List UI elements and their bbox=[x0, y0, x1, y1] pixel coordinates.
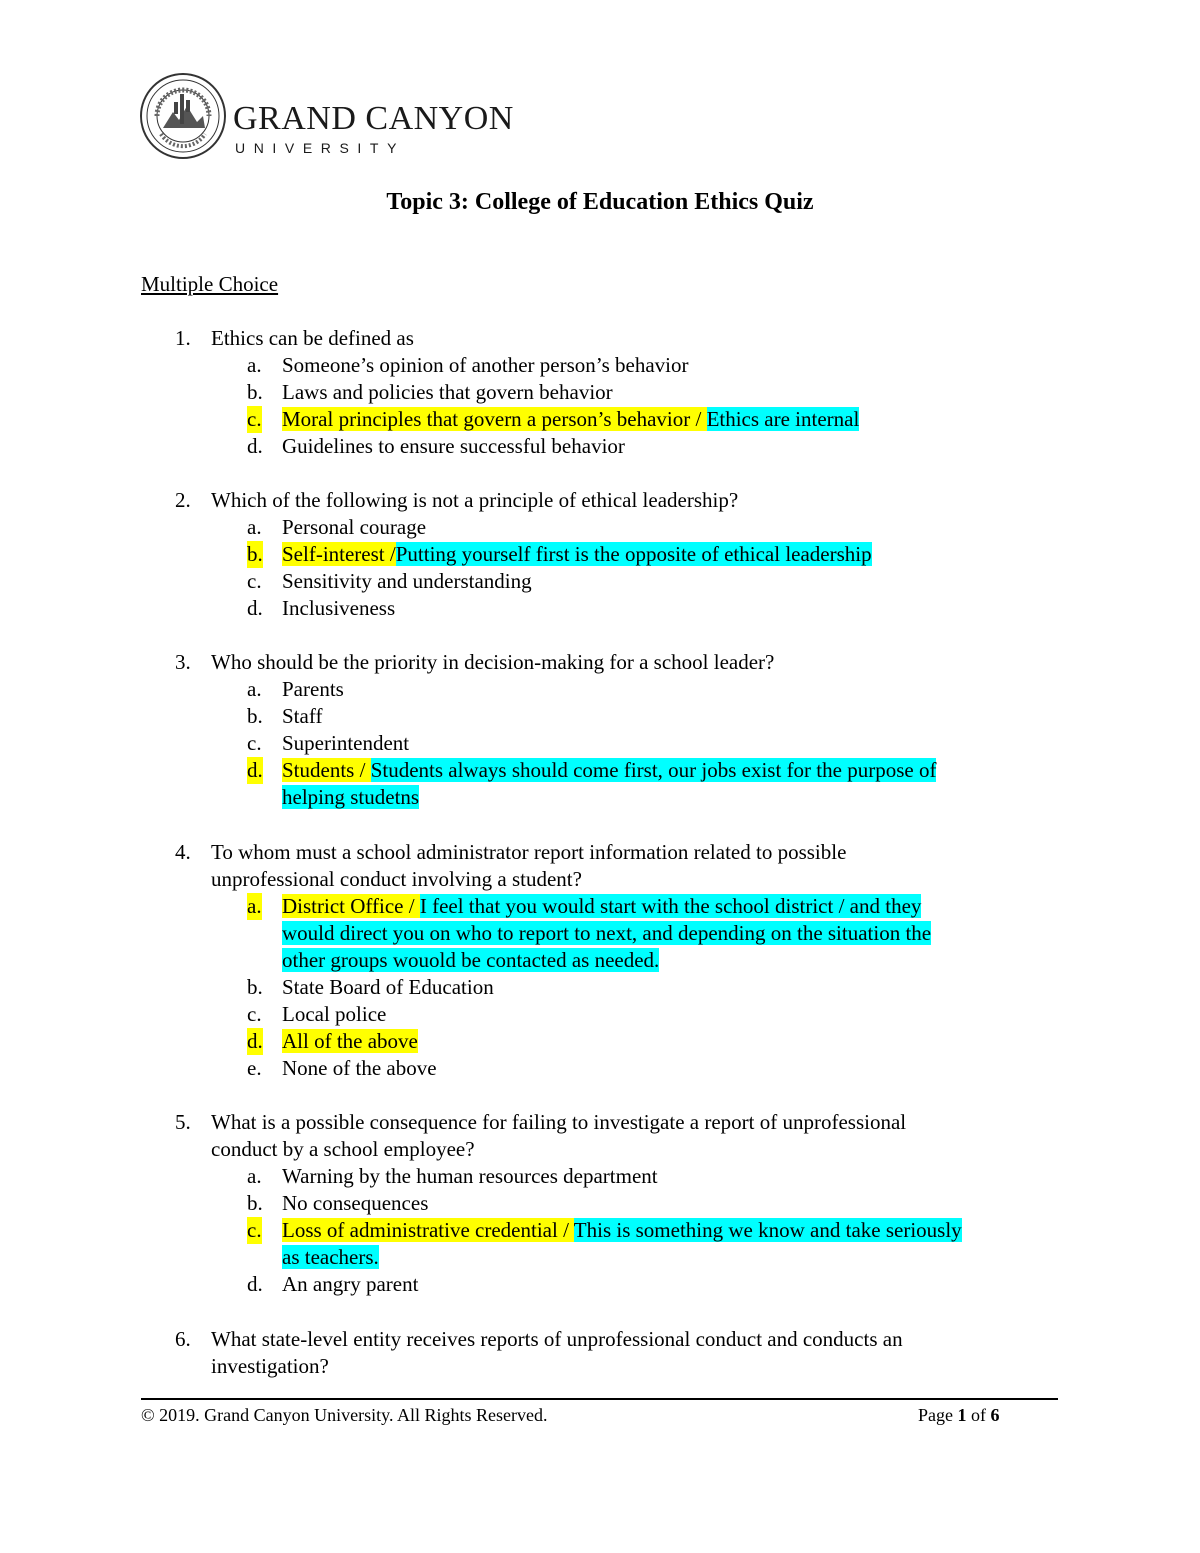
answer-note: Putting yourself first is the opposite of ethical leadership bbox=[395, 542, 872, 566]
option-letter-highlighted: c. bbox=[247, 1218, 262, 1242]
footer-divider bbox=[141, 1398, 1058, 1400]
page-label: Page bbox=[918, 1405, 958, 1425]
answer-note-continued: would direct you on who to report to next, and depending on the situation the bbox=[282, 921, 932, 945]
option-letter: b. bbox=[247, 1191, 263, 1215]
current-page: 1 bbox=[957, 1405, 967, 1425]
option-text: Sensitivity and understanding bbox=[282, 569, 532, 593]
answer-note: This is something we know and take seriously bbox=[573, 1218, 962, 1242]
of-label: of bbox=[966, 1405, 991, 1425]
answer-note-continued: helping studetns bbox=[282, 785, 420, 809]
answer-text: District Office / bbox=[282, 894, 420, 918]
answer-note: Students always should come first, our jobs exist for the purpose of bbox=[370, 758, 937, 782]
option-letter-highlighted: c. bbox=[247, 407, 262, 431]
option-text: No consequences bbox=[282, 1191, 429, 1215]
option-letter: a. bbox=[247, 1164, 262, 1188]
option-text: Local police bbox=[282, 1002, 387, 1026]
answer-note-continued: other groups wouold be contacted as needed. bbox=[282, 948, 660, 972]
question-text-continued: unprofessional conduct involving a student? bbox=[211, 867, 582, 891]
option-letter: a. bbox=[247, 353, 262, 377]
answer-text: Moral principles that govern a person’s behavior / bbox=[282, 407, 707, 431]
correct-answer bbox=[282, 1217, 962, 1244]
question-text-continued: investigation? bbox=[211, 1354, 329, 1378]
section-heading: Multiple Choice bbox=[141, 272, 279, 296]
question-number: 1. bbox=[175, 326, 191, 350]
question-text: What state-level entity receives reports of unprofessional conduct and conducts an bbox=[211, 1327, 903, 1351]
option-letter: b. bbox=[247, 975, 263, 999]
answer-text: All of the above bbox=[282, 1029, 418, 1053]
question-number: 5. bbox=[175, 1110, 191, 1134]
option-letter: c. bbox=[247, 731, 262, 755]
question-text: Ethics can be defined as bbox=[211, 326, 414, 350]
logo-wordmark: GRAND CANYON bbox=[233, 100, 514, 137]
option-letter: a. bbox=[247, 515, 262, 539]
answer-text: Loss of administrative credential / bbox=[282, 1218, 574, 1242]
university-seal-icon bbox=[139, 72, 227, 160]
option-letter-highlighted: b. bbox=[247, 542, 263, 566]
option-letter: c. bbox=[247, 569, 262, 593]
option-text: Guidelines to ensure successful behavior bbox=[282, 434, 625, 458]
option-letter: c. bbox=[247, 1002, 262, 1026]
option-text: Superintendent bbox=[282, 731, 410, 755]
correct-answer bbox=[282, 1028, 418, 1055]
correct-answer bbox=[282, 406, 859, 433]
question-number: 3. bbox=[175, 650, 191, 674]
question-text: Who should be the priority in decision-making for a school leader? bbox=[211, 650, 775, 674]
option-text: Staff bbox=[282, 704, 323, 728]
option-text: Laws and policies that govern behavior bbox=[282, 380, 613, 404]
answer-note: I feel that you would start with the school district / and they bbox=[419, 894, 922, 918]
footer-page-number bbox=[918, 1403, 1000, 1427]
answer-text: Students / bbox=[282, 758, 371, 782]
option-letter: b. bbox=[247, 380, 263, 404]
question-text: Which of the following is not a principle of ethical leadership? bbox=[211, 488, 739, 512]
option-text: Personal courage bbox=[282, 515, 427, 539]
question-number: 4. bbox=[175, 840, 191, 864]
option-text: Warning by the human resources department bbox=[282, 1164, 658, 1188]
logo-subtitle: UNIVERSITY bbox=[235, 140, 406, 156]
option-letter: d. bbox=[247, 596, 263, 620]
footer-copyright: © 2019. Grand Canyon University. All Rights Reserved. bbox=[141, 1405, 548, 1425]
question-text-continued: conduct by a school employee? bbox=[211, 1137, 475, 1161]
total-pages: 6 bbox=[990, 1405, 1000, 1425]
option-text: Inclusiveness bbox=[282, 596, 396, 620]
page-title: Topic 3: College of Education Ethics Quiz bbox=[386, 189, 814, 215]
option-text: None of the above bbox=[282, 1056, 437, 1080]
question-text: To whom must a school administrator report information related to possible bbox=[211, 840, 847, 864]
option-text: Someone’s opinion of another person’s behavior bbox=[282, 353, 689, 377]
option-letter-highlighted: d. bbox=[247, 758, 263, 782]
option-letter-highlighted: d. bbox=[247, 1029, 263, 1053]
answer-note-continued: as teachers. bbox=[282, 1245, 379, 1269]
option-letter: a. bbox=[247, 677, 262, 701]
question-number: 6. bbox=[175, 1327, 191, 1351]
option-letter: b. bbox=[247, 704, 263, 728]
university-logo bbox=[139, 72, 539, 162]
option-text: An angry parent bbox=[282, 1272, 419, 1296]
correct-answer bbox=[282, 757, 936, 784]
answer-text: Self-interest / bbox=[282, 542, 396, 566]
option-letter: d. bbox=[247, 1272, 263, 1296]
correct-answer bbox=[282, 541, 872, 568]
answer-note: Ethics are internal bbox=[706, 407, 860, 431]
question-text: What is a possible consequence for failing to investigate a report of unprofessional bbox=[211, 1110, 907, 1134]
question-number: 2. bbox=[175, 488, 191, 512]
option-text: State Board of Education bbox=[282, 975, 494, 999]
option-text: Parents bbox=[282, 677, 344, 701]
option-letter: e. bbox=[247, 1056, 262, 1080]
option-letter: d. bbox=[247, 434, 263, 458]
correct-answer bbox=[282, 893, 921, 920]
option-letter-highlighted: a. bbox=[247, 894, 262, 918]
